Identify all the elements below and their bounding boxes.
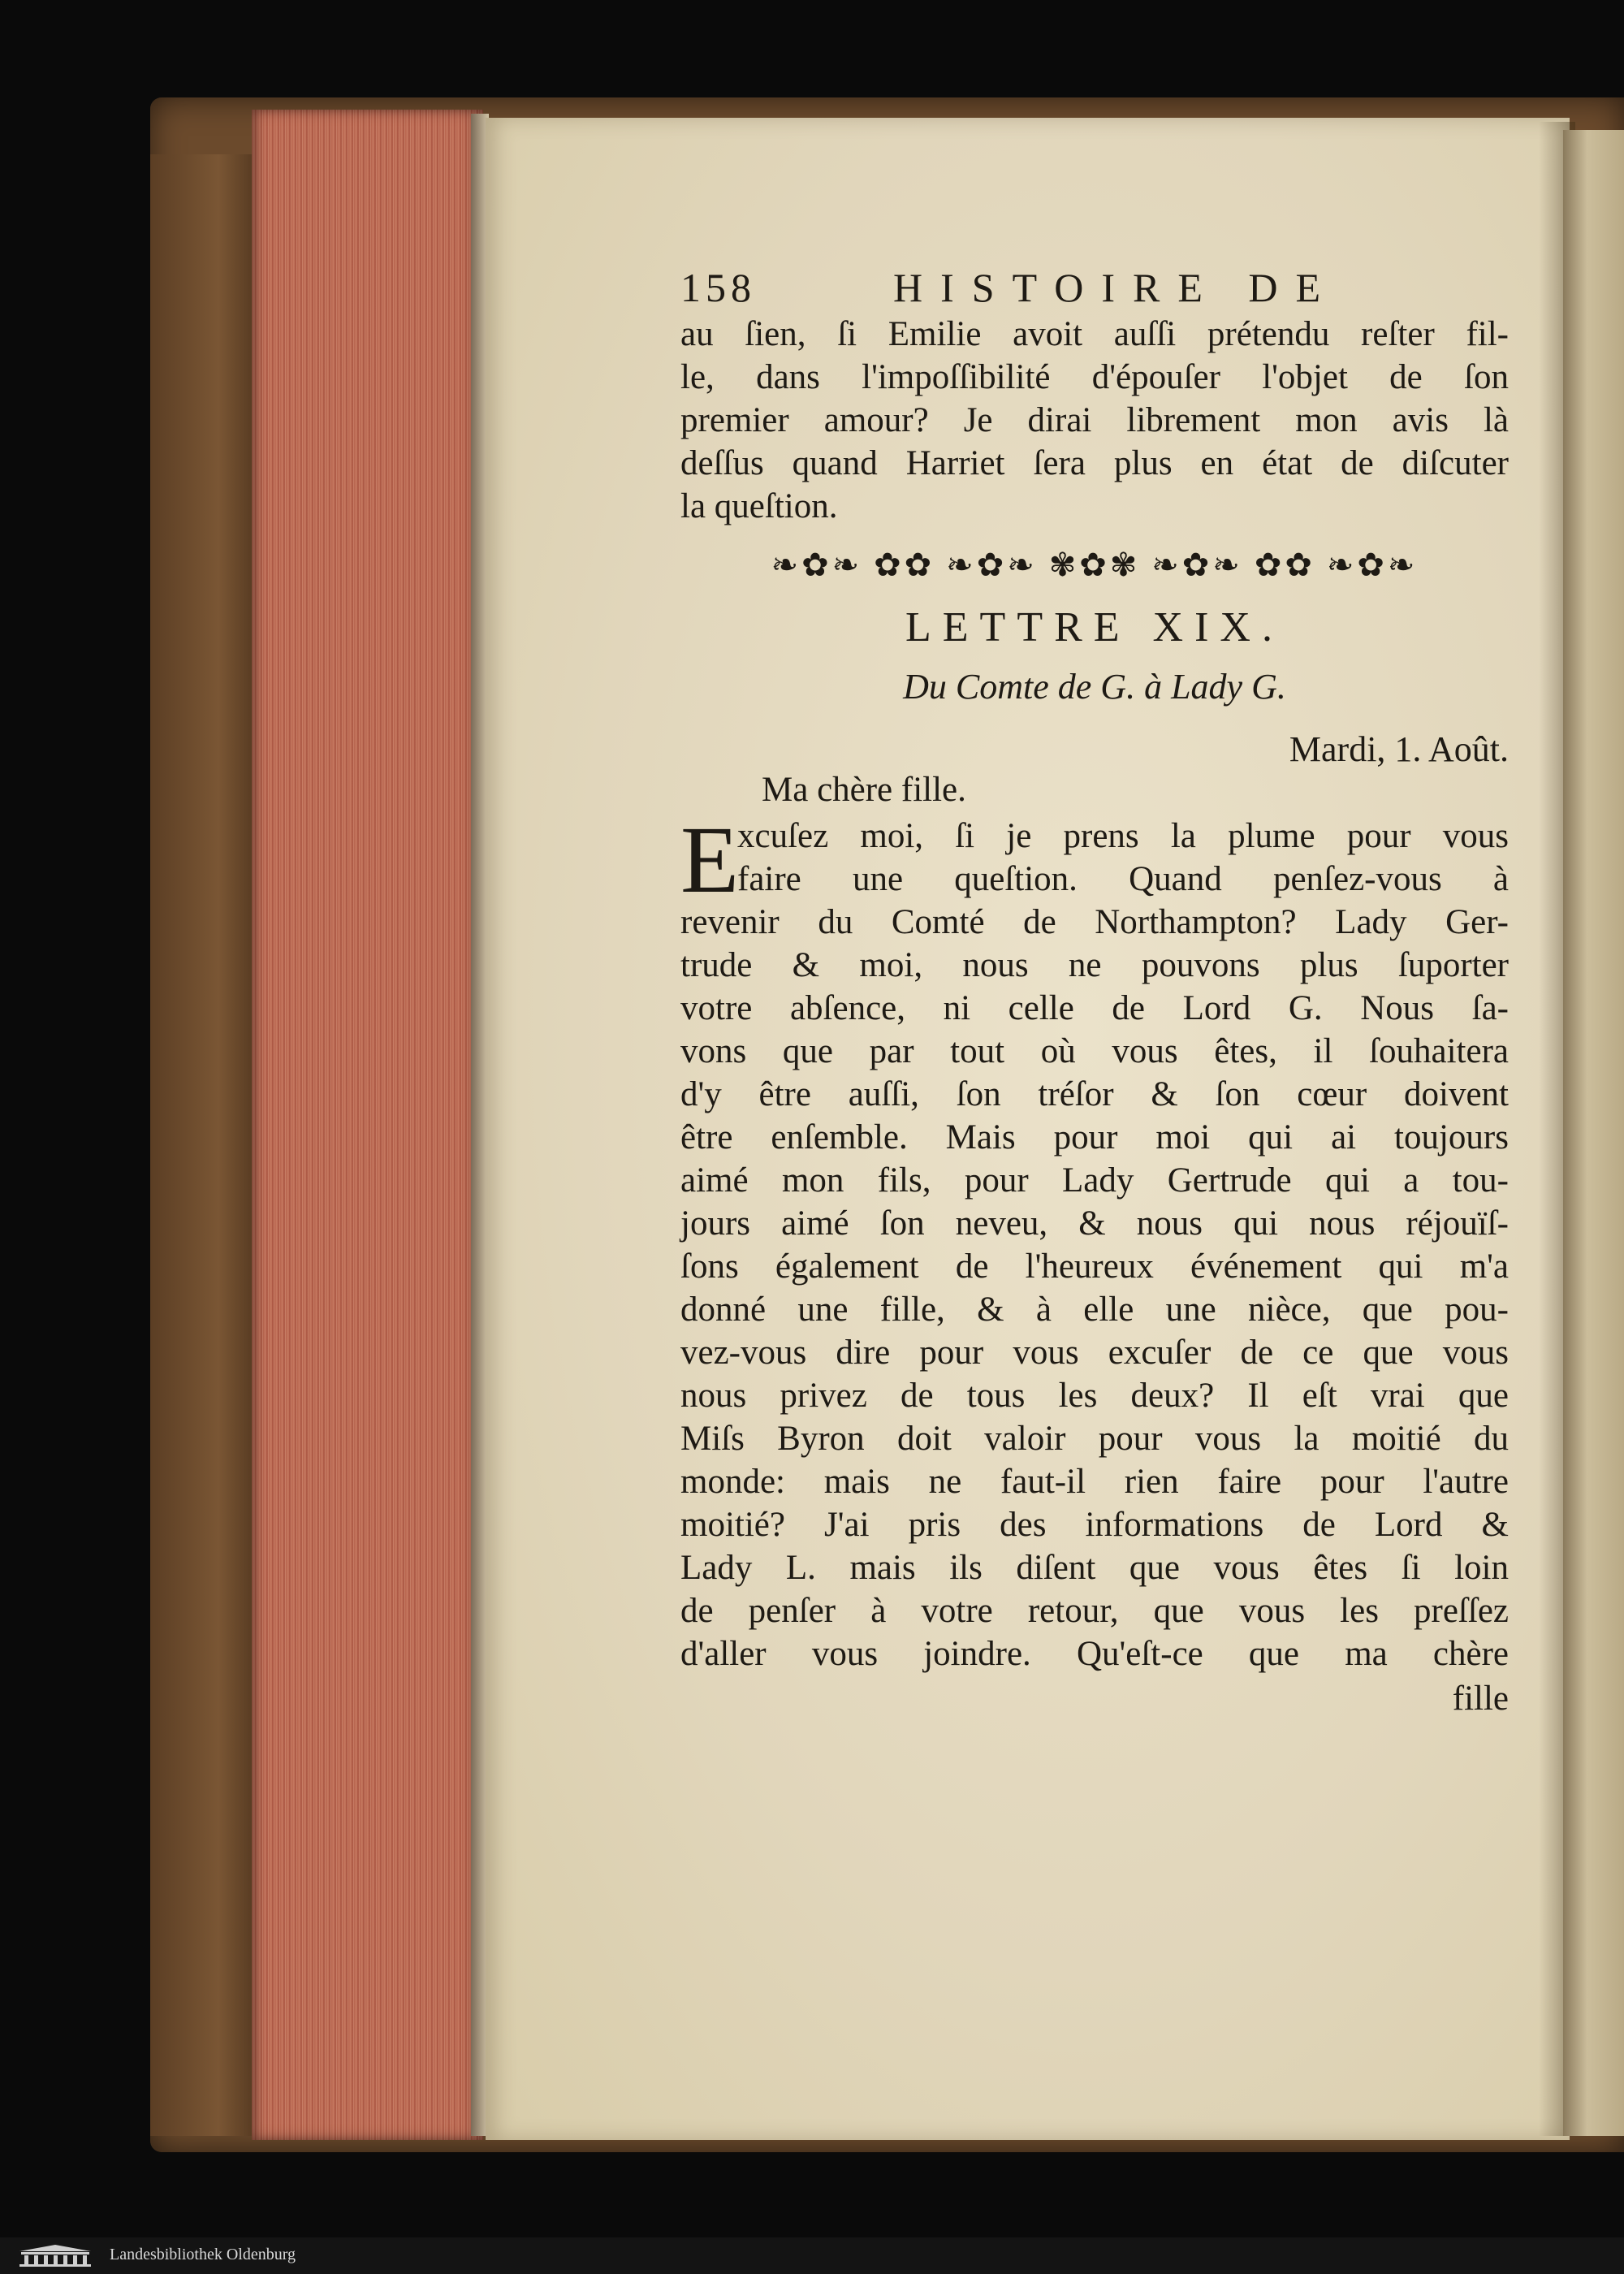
text-line: être enſemble. Mais pour moi qui ai toujours bbox=[680, 1118, 1509, 1156]
text-line: Lady L. mais ils diſent que vous êtes ſi loin bbox=[680, 1549, 1509, 1587]
continued-paragraph bbox=[680, 313, 1509, 528]
right-page-edge bbox=[1563, 130, 1624, 2136]
red-page-edges bbox=[252, 110, 483, 2140]
text-line: trude & moi, nous ne pouvons plus ſuporter bbox=[680, 946, 1509, 984]
salutation: Ma chère fille. bbox=[762, 771, 966, 809]
text-line: faire une queſtion. Quand penſez-vous à bbox=[737, 860, 1509, 898]
text-line: votre abſence, ni celle de Lord G. Nous ſa- bbox=[680, 989, 1509, 1027]
text-line: revenir du Comté de Northampton? Lady Ger- bbox=[680, 903, 1509, 941]
text-line: premier amour? Je dirai librement mon avis là bbox=[680, 401, 1509, 439]
letter-date: Mardi, 1. Août. bbox=[1289, 729, 1509, 769]
text-line: xcuſez moi, ſi je prens la plume pour vous bbox=[737, 817, 1509, 855]
institution-name: Landesbibliothek Oldenburg bbox=[110, 2246, 296, 2263]
text-line: au ſien, ſi Emilie avoit auſſi prétendu reſter fil- bbox=[680, 315, 1509, 353]
ornament-band: ❧✿❧ ✿✿ ❧✿❧ ✾✿✾ ❧✿❧ ✿✿ ❧✿❧ bbox=[771, 547, 1419, 583]
drop-cap: E bbox=[680, 806, 740, 913]
letter-title: LETTRE XIX. bbox=[905, 604, 1284, 651]
library-building-icon bbox=[16, 2243, 94, 2268]
text-line: vons que par tout où vous êtes, il ſouhaitera bbox=[680, 1032, 1509, 1070]
text-line: d'aller vous joindre. Qu'eſt-ce que ma chère bbox=[680, 1635, 1509, 1673]
cover-fold bbox=[150, 154, 264, 2136]
running-head: HISTOIRE DE bbox=[893, 265, 1339, 310]
text-line: d'y être auſſi, ſon tréſor & ſon cœur doivent bbox=[680, 1075, 1509, 1113]
text-line: monde: mais ne faut-il rien faire pour l'autre bbox=[680, 1463, 1509, 1501]
catchword: fille bbox=[1452, 1680, 1509, 1718]
letter-body bbox=[680, 806, 1509, 1675]
text-line: donné une fille, & à elle une nièce, que pou- bbox=[680, 1290, 1509, 1329]
text-line: la queſtion. bbox=[680, 487, 838, 525]
letter-from-line: Du Comte de G. à Lady G. bbox=[903, 667, 1286, 707]
text-line: nous privez de tous les deux? Il eſt vrai que bbox=[680, 1377, 1509, 1415]
letter-lines bbox=[680, 806, 1509, 1675]
page-header bbox=[680, 264, 1509, 313]
text-line: de penſer à votre retour, que vous les preſſez bbox=[680, 1592, 1509, 1630]
text-line: aimé mon fils, pour Lady Gertrude qui a tou- bbox=[680, 1161, 1509, 1200]
text-line: vez-vous dire pour vous excuſer de ce que vous bbox=[680, 1334, 1509, 1372]
text-line: jours aimé ſon neveu, & nous qui nous réjouïſ- bbox=[680, 1204, 1509, 1243]
footer-bar bbox=[0, 2237, 1624, 2274]
text-line: deſſus quand Harriet ſera plus en état de diſcuter bbox=[680, 444, 1509, 482]
text-line: Miſs Byron doit valoir pour vous la moitié du bbox=[680, 1420, 1509, 1458]
text-line: le, dans l'impoſſibilité d'épouſer l'objet de ſon bbox=[680, 358, 1509, 396]
text-line: ſons également de l'heureux événement qui m'a bbox=[680, 1247, 1509, 1286]
page-number: 158 bbox=[680, 265, 756, 310]
page-text bbox=[680, 264, 1509, 1718]
text-line: moitié? J'ai pris des informations de Lord & bbox=[680, 1506, 1509, 1544]
